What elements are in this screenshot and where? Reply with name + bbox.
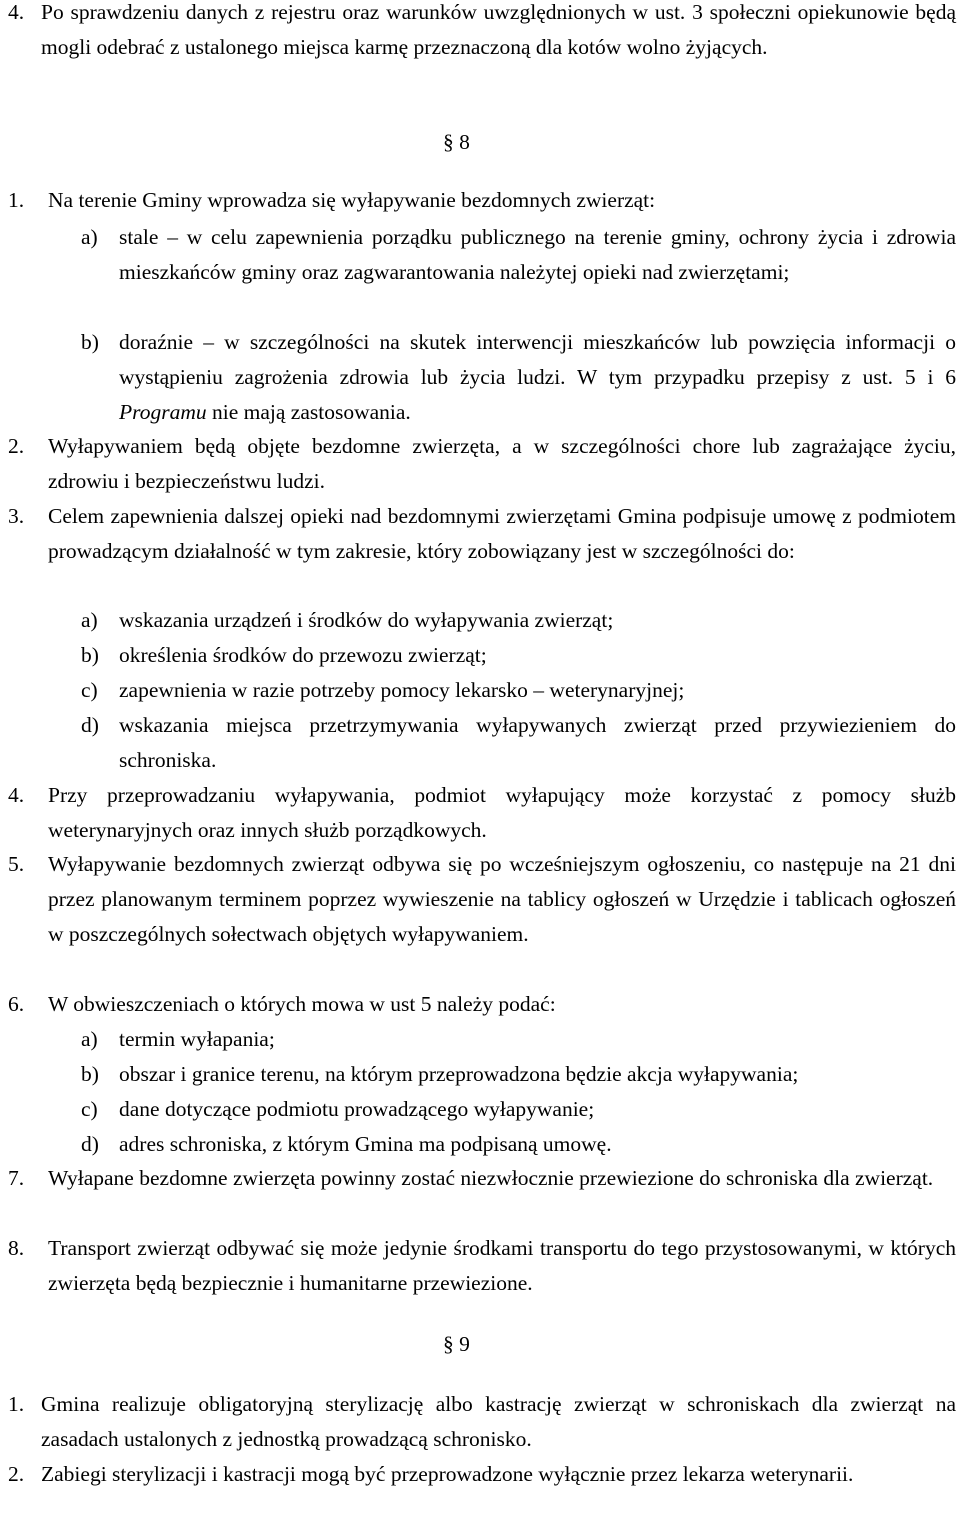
s8-item-6-c xyxy=(81,1092,956,1127)
subitem-letter: b) xyxy=(81,1062,99,1086)
item-number: 6. xyxy=(8,992,25,1016)
s8-item-6-d xyxy=(81,1127,956,1162)
subitem-letter: c) xyxy=(81,1097,98,1121)
subitem-text: obszar i granice terenu, na którym przeprowadzona będzie akcja wyłapywania; xyxy=(119,1062,799,1086)
paragraph-4-prev xyxy=(8,0,956,65)
s8-item-6 xyxy=(8,987,956,1022)
item-text: Transport zwierząt odbywać się może jedynie środkami transportu do tego przystosowanymi, w których zwierzęta będą bezpiecznie i humanitarne przewiezione. xyxy=(48,1236,956,1295)
subitem-text-part: doraźnie – w szczególności na skutek interwencji mieszkańców lub powzięcia informacji o wystąpieniu zagrożenia zdrowia lub życia ludzi. W tym przypadku przepisy z ust. 5 i 6 xyxy=(119,330,956,389)
item-number: 2. xyxy=(8,1462,25,1486)
s8-item-3-c xyxy=(81,673,956,708)
item-text: Wyłapane bezdomne zwierzęta powinny zostać niezwłocznie przewiezione do schroniska dla zwierząt. xyxy=(48,1166,934,1190)
s8-item-3-d xyxy=(81,708,956,778)
item-number: 3. xyxy=(8,504,25,528)
subitem-text: dane dotyczące podmiotu prowadzącego wyłapywanie; xyxy=(119,1097,595,1121)
item-text: Przy przeprowadzaniu wyłapywania, podmiot wyłapujący może korzystać z pomocy służb weterynaryjnych oraz innych służb porządkowych. xyxy=(48,783,956,842)
subitem-letter: d) xyxy=(81,1132,99,1156)
subitem-text: wskazania miejsca przetrzymywania wyłapywanych zwierząt przed przywiezieniem do schroniska. xyxy=(119,713,956,772)
s8-item-4 xyxy=(8,778,956,848)
s8-item-3-a xyxy=(81,603,956,638)
subitem-text: zapewnienia w razie potrzeby pomocy lekarsko – weterynaryjnej; xyxy=(119,678,685,702)
subitem-letter: b) xyxy=(81,643,99,667)
s8-item-7 xyxy=(8,1161,956,1196)
subitem-letter: c) xyxy=(81,678,98,702)
s9-item-1 xyxy=(8,1387,956,1457)
item-number: 8. xyxy=(8,1236,25,1260)
subitem-letter: b) xyxy=(81,330,99,354)
subitem-text: wskazania urządzeń i środków do wyłapywania zwierząt; xyxy=(119,608,614,632)
subitem-text-italic: Programu xyxy=(119,399,207,424)
subitem-text: adres schroniska, z którym Gmina ma podpisaną umowę. xyxy=(119,1132,612,1156)
item-text: W obwieszczeniach o których mowa w ust 5 należy podać: xyxy=(48,992,556,1016)
item-number: 1. xyxy=(8,188,25,212)
item-number: 7. xyxy=(8,1166,25,1190)
item-text: Na terenie Gminy wprowadza się wyłapywanie bezdomnych zwierząt: xyxy=(48,188,656,212)
s8-item-5 xyxy=(8,847,956,951)
s8-item-1 xyxy=(8,183,956,218)
item-text: Po sprawdzeniu danych z rejestru oraz warunków uwzględnionych w ust. 3 społeczni opiekunowie będą mogli odebrać z ustalonego miejsca karmę przeznaczoną dla kotów wolno żyjących. xyxy=(41,0,956,59)
s8-item-1-a xyxy=(81,220,956,290)
item-text: Wyłapywanie bezdomnych zwierząt odbywa się po wcześniejszym ogłoszeniu, co następuje na 21 dni przez planowanym terminem poprzez wywieszenie na tablicy ogłoszeń w Urzędzie i tablicach ogłoszeń w poszczególnych sołectwach objętych wyłapywaniem. xyxy=(48,852,956,946)
subitem-letter: a) xyxy=(81,1027,98,1051)
section-8-heading: § 8 xyxy=(443,130,470,154)
subitem-letter: a) xyxy=(81,608,98,632)
s8-item-2 xyxy=(8,429,956,499)
item-number: 2. xyxy=(8,434,25,458)
subitem-letter: a) xyxy=(81,225,98,249)
s8-item-6-a xyxy=(81,1022,956,1057)
s8-item-6-b xyxy=(81,1057,956,1092)
item-text: Celem zapewnienia dalszej opieki nad bezdomnymi zwierzętami Gmina podpisuje umowę z podmiotem prowadzącym działalność w tym zakresie, który zobowiązany jest w szczególności do: xyxy=(48,504,956,563)
item-text: Zabiegi sterylizacji i kastracji mogą być przeprowadzone wyłącznie przez lekarza weterynarii. xyxy=(41,1462,854,1486)
s8-item-8 xyxy=(8,1231,956,1301)
section-9-heading: § 9 xyxy=(443,1332,470,1356)
subitem-text: termin wyłapania; xyxy=(119,1027,275,1051)
subitem-text xyxy=(119,325,956,429)
item-text: Gmina realizuje obligatoryjną sterylizację albo kastrację zwierząt w schroniskach dla zwierząt na zasadach ustalonych z jednostką prowadzącą schronisko. xyxy=(41,1392,956,1451)
subitem-text: stale – w celu zapewnienia porządku publicznego na terenie gminy, ochrony życia i zdrowia mieszkańców gminy oraz zagwarantowania należytej opieki nad zwierzętami; xyxy=(119,225,956,284)
s8-item-3-b xyxy=(81,638,956,673)
s9-item-2 xyxy=(8,1457,956,1492)
subitem-text-part: nie mają zastosowania. xyxy=(206,399,411,424)
subitem-letter: d) xyxy=(81,713,99,737)
item-number: 4. xyxy=(8,0,25,24)
item-number: 5. xyxy=(8,852,25,876)
item-number: 1. xyxy=(8,1392,25,1416)
s8-item-1-b xyxy=(81,325,956,429)
subitem-text: określenia środków do przewozu zwierząt; xyxy=(119,643,487,667)
s8-item-3 xyxy=(8,499,956,569)
item-text: Wyłapywaniem będą objęte bezdomne zwierzęta, a w szczególności chore lub zagrażające życiu, zdrowiu i bezpieczeństwu ludzi. xyxy=(48,434,956,493)
item-number: 4. xyxy=(8,783,25,807)
